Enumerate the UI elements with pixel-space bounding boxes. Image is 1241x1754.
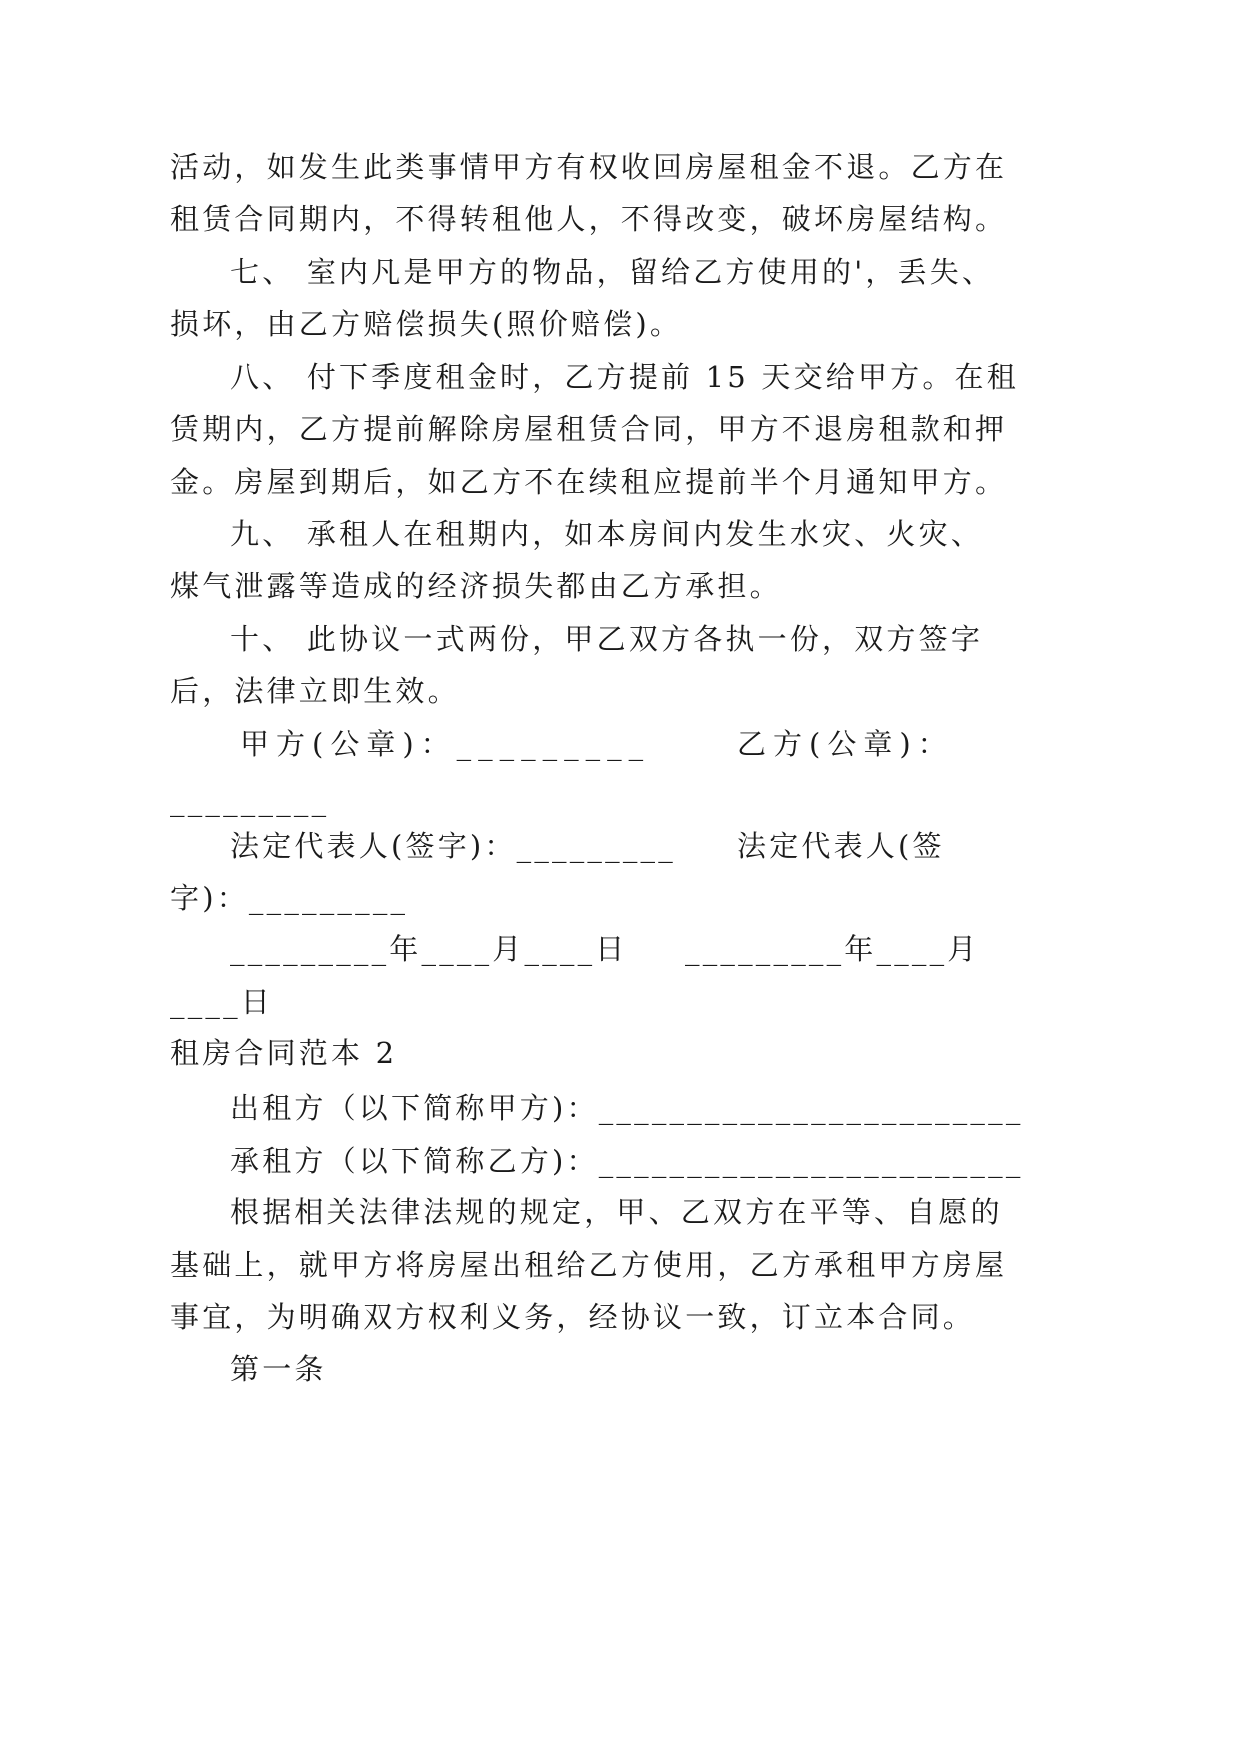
intro-line: 根据相关法律法规的规定，甲、乙双方在平等、自愿的	[230, 1195, 1003, 1229]
lessee-line: 承租方（以下简称乙方)：________________________	[230, 1144, 1024, 1178]
clause-ten: 十、 此协议一式两份，甲乙双方各执一份，双方签字	[230, 622, 984, 656]
party-b-seal-blank: _________	[170, 783, 330, 817]
party-a-representative: 法定代表人(签字)：_________	[230, 829, 676, 863]
clause-eight: 八、 付下季度租金时，乙方提前 15 天交给甲方。在租	[230, 360, 1019, 394]
text-line: 后，法律立即生效。	[170, 674, 460, 708]
text-line: 煤气泄露等造成的经济损失都由乙方承担。	[170, 569, 782, 603]
text-line: 活动，如发生此类事情甲方有权收回房屋租金不退。乙方在	[170, 150, 1008, 184]
party-a-seal: 甲方(公章)：_________	[240, 727, 651, 761]
clause-seven: 七、 室内凡是甲方的物品，留给乙方使用的'，丢失、	[230, 255, 995, 289]
lessor-line: 出租方（以下简称甲方)：________________________	[230, 1091, 1024, 1125]
party-b-representative: 法定代表人(签	[737, 829, 945, 863]
section-title: 租房合同范本 2	[170, 1036, 398, 1070]
party-b-date-cont: ____日	[170, 985, 274, 1019]
text-line: 赁期内，乙方提前解除房屋租赁合同，甲方不退房租款和押	[170, 412, 1008, 446]
party-b-representative-cont: 字)：_________	[170, 881, 409, 915]
text-line: 租赁合同期内，不得转租他人，不得改变，破坏房屋结构。	[170, 202, 1008, 236]
intro-line: 事宜，为明确双方权利义务，经协议一致，订立本合同。	[170, 1300, 976, 1334]
article-heading: 第一条	[230, 1352, 327, 1386]
intro-line: 基础上，就甲方将房屋出租给乙方使用，乙方承租甲方房屋	[170, 1248, 1008, 1282]
party-a-date: _________年____月____日	[230, 932, 628, 966]
text-line: 损坏，由乙方赔偿损失(照价赔偿)。	[170, 307, 683, 341]
party-b-seal: 乙方(公章)：	[737, 727, 954, 761]
text-line: 金。房屋到期后，如乙方不在续租应提前半个月通知甲方。	[170, 465, 1008, 499]
party-b-date: _________年____月	[685, 932, 980, 966]
clause-nine: 九、 承租人在租期内，如本房间内发生水灾、火灾、	[230, 517, 984, 551]
